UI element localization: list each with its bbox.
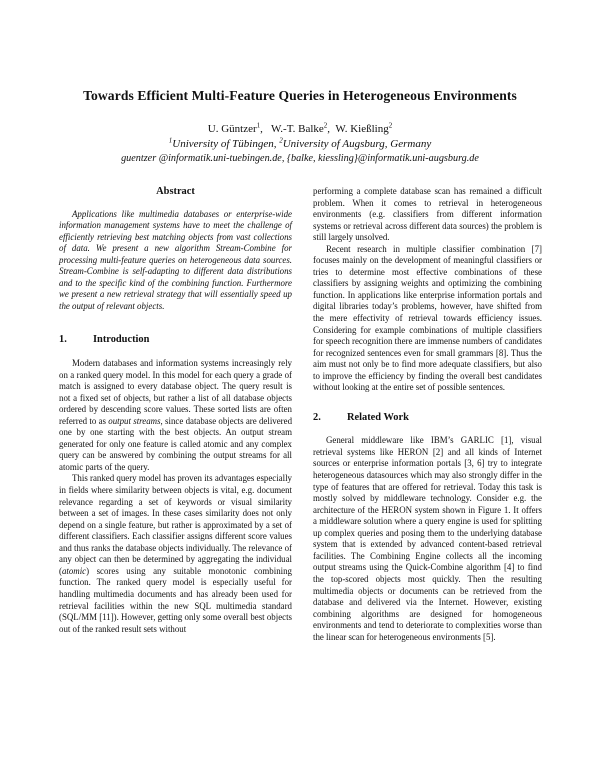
right-column [313, 186, 542, 643]
paper-title: Towards Efficient Multi-Feature Queries in Heterogeneous Environments [83, 88, 517, 103]
text-run: This ranked query model has proven its advantages especially in fields where similarity between objects is vital, e.g. document relevance regarding a set of keywords or visual similarity between a set of images. In these cases similarity does not only depend on a single feature, but rather is approximated by a set of different classifiers. Each classifier assigns different score values and thus ranks the database objects individually. The relevance of any object can then be determined by aggregating the individual ( [59, 473, 292, 576]
abstract-heading: Abstract [156, 186, 195, 197]
section-number: 1. [59, 334, 67, 346]
author-affiliation-mark: 1 [256, 121, 261, 130]
author-name: W. Kießling [335, 123, 389, 135]
email-line: guentzer @informatik.uni-tuebingen.de, {balke, kiessling}@informatik.uni-augsburg.de [121, 153, 479, 164]
text-emphasis: atomic [61, 565, 87, 576]
section-heading-related-work [313, 412, 542, 424]
affiliation-mark: 1 [168, 136, 173, 145]
author-name: U. Güntzer [207, 123, 257, 135]
section-heading-introduction [59, 334, 292, 346]
related-paragraph-1: General middleware like IBM’s GARLIC [1], visual retrieval systems like HERON [2] and all kinds of Internet sources or enterprise information portals [3, 6] try to integrate heterogeneous datasources which may also strongly differ in the type of features that are offered for retrieval. Today this task is mostly solved by middleware technology. Consider e.g. the architecture of the HERON system shown in Figure 1. It offers a middleware solution where a query engine is used for splitting up complex queries and posing them to the underlying database system that is extended by advanced content-based retrieval facilities. The Combining Engine collects all the incoming output streams using the Quick-Combine algorithm [4] to find the top-scored objects most quickly. Then the resulting multimedia objects or documents can be retrieved from the database and delivered via the Internet. However, existing combining algorithms are designed for homogeneous environments and tend to deteriorate to complexities worse than the linear scan for heterogeneous environments [5]. [313, 435, 542, 642]
intro-paragraph-3: Recent research in multiple classifier combination [7] focuses mainly on the development of meaningful classifiers or tries to determine most effective combinations of these classifiers by assigning weights and optimizing the combining function. In applications like enterprise information portals and digital libraries today’s problems, however, have shifted from the mere effectivity of retrieval towards efficiency issues. Considering for example combinations of multiple classifiers for speech recognition there are immense numbers of candidates for recognized sentences even for small grammars [8]. Thus the aim must not only be to find more adequate classifiers, but also to improve the efficiency by finding the overall best candidates without looking at the entire set of possible sentences. [313, 243, 542, 393]
intro-paragraph-continued: performing a complete database scan has remained a difficult problem. When it comes to retrieval in heterogeneous environments (e.g. classifiers from different information systems or retrieval across different data sources) the problem is still largely unsolved. [313, 186, 542, 243]
text-emphasis: output streams [108, 415, 161, 426]
author-affiliation-mark: 2 [323, 121, 328, 130]
text-run: , since database objects are delivered one by one starting with the best objects. An output stream generated for only one feature is called atomic and any complex query can be answered by combining the output streams for all atomic parts of the query. [59, 415, 293, 472]
affiliation-text: University of Tübingen, [172, 138, 280, 150]
intro-paragraph-2 [59, 473, 292, 635]
author-line [0, 123, 600, 135]
text-run: Modern databases and information systems increasingly rely on a ranked query model. In this model for each query a grade of match is assigned to every database object. The query result is not a fixed set of objects, but rather a list of all database objects ordered by descending score values. These sorted lists are often referred to as [59, 358, 292, 426]
author-separator: , [327, 123, 336, 135]
intro-paragraph-1 [59, 358, 292, 473]
affiliation-text: University of Augsburg, Germany [282, 138, 432, 150]
section-title: Introduction [93, 334, 150, 346]
author-affiliation-mark: 2 [388, 121, 393, 130]
section-title: Related Work [347, 411, 409, 423]
author-separator: , [260, 123, 271, 135]
section-number: 2. [313, 411, 321, 423]
affiliation-line [0, 138, 600, 150]
author-name: W.-T. Balke [270, 123, 324, 135]
text-run: ) scores using any suitable monotonic combining function. The ranked query model is especially useful for handling multimedia documents and has already been used for retrieval facilities within the new SQL multimedia standard (SQL/MM [11]). However, getting only some overall best objects out of the ranked result sets without [59, 565, 292, 634]
left-column [59, 186, 292, 635]
abstract-text: Applications like multimedia databases or enterprise-wide information management systems have to meet the challenge of efficiently retrieving best matching objects from vast collections of data. We present a new algorithm Stream-Combine for processing multi-feature queries on heterogeneous data sources. Stream-Combine is self-adapting to different data distributions and to the specific kind of the combining function. Furthermore we present a new retrieval strategy that will essentially speed up the output of relevant objects. [59, 208, 292, 311]
affiliation-mark: 2 [279, 136, 283, 145]
